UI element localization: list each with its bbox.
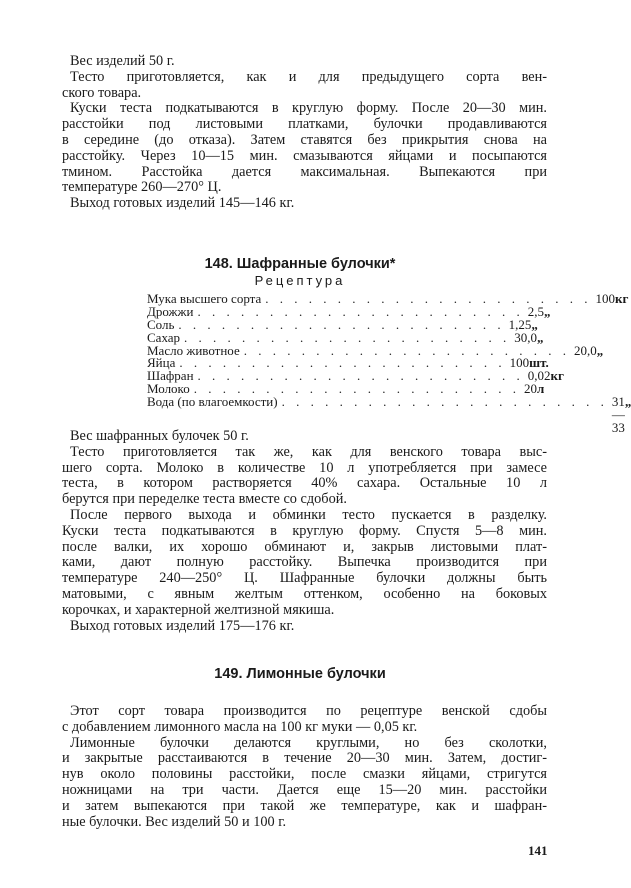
ingredient-amount: 100 [509,355,530,371]
text-line: ножницами на три части. Дается еще 15—20 мин. расстойки [62,781,547,798]
text-line: нув около половины расстойки, после смазки яйцами, стригутся [62,766,547,783]
text-line: Этот сорт товара производится по рецептуре венской сдобы [70,703,547,719]
text-line: температуре 260—270° Ц. [62,179,222,196]
text-line: и затем выпекаются при такой же температуре, как и шафран- [62,797,547,814]
text-line: Тесто приготовляется, как и для предыдущего сорта вен- [70,68,547,85]
text-line: тмином. Расстойка дается максимальная. Выпекаются при [62,163,547,180]
ingredient-amount: 1,25 [508,316,532,332]
ingredient-unit: „ [596,342,604,358]
text-line: берутся при переделке теста вместе со сдобой. [62,491,347,508]
ingredient-amount: 0,02 [527,368,551,384]
text-line: После первого выхода и обминки тесто пускается в разделку. [70,506,547,523]
section-heading-148: 148. Шафранные булочки* [204,256,396,272]
ingredient-name: Молоко [147,381,190,397]
ingredient-name: Яйца [147,355,176,371]
text-block-lemon [62,704,547,830]
text-line: ные булочки. Вес изделий 50 и 100 г. [62,813,287,830]
page-number: 141 [528,843,548,858]
ingredient-name: Соль [147,316,175,332]
text-line: Лимонные булочки делаются круглыми, но без сколотки, [70,734,547,751]
dot-leader: . . . . . . . . . . . . . . . . . . . . . . . [243,342,570,358]
text-line: Куски теста подкатываются в круглую форму. Спустя 5—8 мин. [62,522,547,539]
ingredient-name: Шафран [147,368,194,384]
text-line: матовыми, с явным желтым оттенком, особенно на боковых [62,585,547,602]
text-line: после валки, их хорошо обминают и, закрыв листовыми плат- [62,538,547,555]
text-line: шего сорта. Молоко в количестве 10 л употребляется при замесе [62,459,547,476]
text-line: Выход готовых изделий 175—176 кг. [70,617,295,634]
ingredient-name: Сахар [147,329,181,345]
ingredient-unit: кг [550,368,564,384]
text-line: расстойку. Через 10—15 мин. смазываются яйцами и посыпаются [62,147,547,164]
recipe-label: Рецептура [254,273,346,288]
ingredient-name: Масло животное [147,342,240,358]
text-line: Вес изделий 50 г. [70,53,175,69]
ingredient-unit: шт. [529,355,549,371]
text-line: Тесто приготовляется так же, как для венского товара выс- [70,443,547,460]
text-line: теста, в котором растворяется 40% сахара. Остальные 10 л [62,475,547,492]
ingredient-row [147,394,631,435]
ingredient-unit: „ [531,316,538,332]
ingredient-unit: л [536,381,545,397]
text-line: Выход готовых изделий 145—146 кг. [70,195,295,212]
dot-leader: . . . . . . . . . . . . . . . . . . . . . . . [184,329,511,345]
ingredient-amount: 20 [523,381,537,397]
ingredient-unit: „ [537,329,544,345]
ingredient-amount: 31—33 [611,394,625,435]
text-line: Вес шафранных булочек 50 г. [70,428,249,444]
ingredients-table [147,291,631,435]
ingredient-amount: 20,0 [573,342,597,358]
ingredient-amount: 2,5 [527,303,544,319]
text-line: с добавлением лимонного масла на 100 кг муки — 0,05 кг. [62,718,418,735]
text-line: Куски теста подкатываются в круглую форму. После 20—30 мин. [70,100,547,117]
text-line: температуре 240—250° Ц. Шафранные булочки должны быть [62,570,547,587]
ingredient-unit: „ [624,394,631,410]
dot-leader: . . . . . . . . . . . . . . . . . . . . . . . [193,381,520,397]
text-block-saffron [62,429,547,634]
text-line: корочках, и характерной желтизной мякиша. [62,601,335,618]
ingredient-name: Дрожжи [147,303,194,319]
ingredient-amount: 30,0 [514,329,538,345]
section-heading-149: 149. Лимонные булочки [214,666,386,682]
text-block-intro [62,54,547,212]
dot-leader: . . . . . . . . . . . . . . . . . . . . . . . [281,394,608,410]
dot-leader: . . . . . . . . . . . . . . . . . . . . . . . [197,303,524,319]
dot-leader: . . . . . . . . . . . . . . . . . . . . . . . [179,355,506,371]
text-line: ского товара. [62,84,142,101]
text-line: ками, дают полную расстойку. Выпечка производится при [62,554,547,571]
text-line: в середине (до отказа). Затем ставятся без прикрытия снова на [62,131,547,148]
ingredient-amount: 100 [595,291,616,306]
ingredient-unit: „ [543,303,551,319]
ingredient-name: Вода (по влагоемкости) [147,394,278,410]
dot-leader: . . . . . . . . . . . . . . . . . . . . . . . [265,291,592,306]
ingredient-unit: кг [615,291,629,306]
ingredient-name: Мука высшего сорта [147,291,262,306]
text-line: расстойки под листовыми платками, булочки продавливаются [62,116,547,133]
dot-leader: . . . . . . . . . . . . . . . . . . . . . . . [178,316,505,332]
text-line: и закрытые расстаиваются в течение 20—30 мин. Затем, достиг- [62,750,547,767]
dot-leader: . . . . . . . . . . . . . . . . . . . . . . . [197,368,524,384]
